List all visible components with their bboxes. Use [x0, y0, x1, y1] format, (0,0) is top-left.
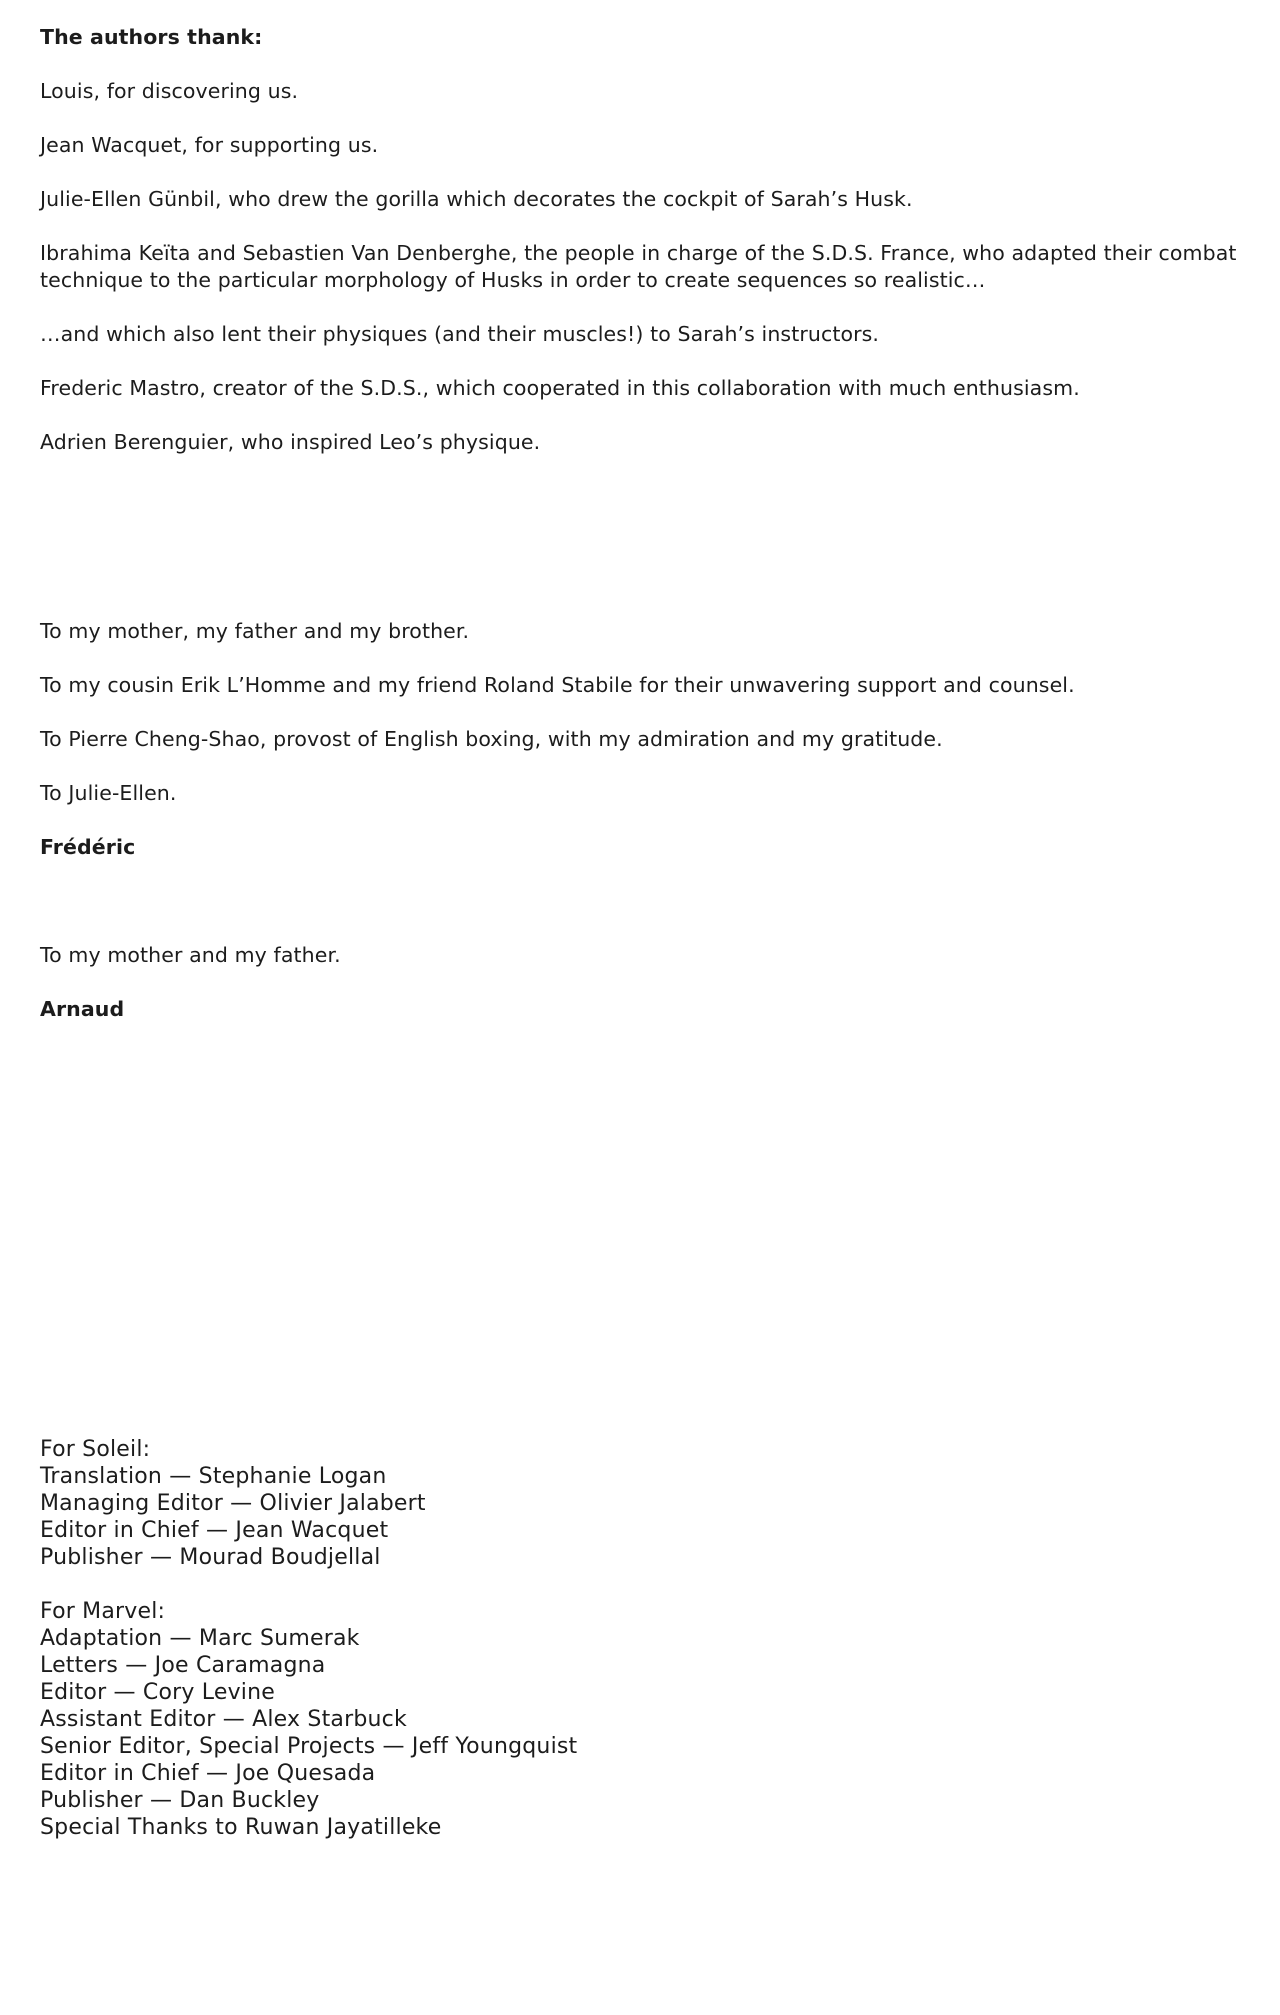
dedication-line: To my cousin Erik L’Homme and my friend Roland Stabile for their unwavering support and counsel.	[40, 673, 1075, 697]
thanks-heading: The authors thank:	[40, 25, 263, 49]
credit-line: Publisher — Dan Buckley	[40, 1788, 320, 1813]
credit-line: Publisher — Mourad Boudjellal	[40, 1545, 381, 1570]
credit-line: Editor in Chief — Jean Wacquet	[40, 1518, 389, 1543]
credit-line: Editor in Chief — Joe Quesada	[40, 1761, 376, 1786]
credits-marvel	[40, 1598, 577, 1841]
credits-page	[40, 0, 1260, 2015]
credits-soleil-heading: For Soleil:	[40, 1437, 151, 1462]
signature-arnaud: Arnaud	[40, 997, 125, 1021]
credit-line: Special Thanks to Ruwan Jayatilleke	[40, 1815, 442, 1840]
dedication-line: To Pierre Cheng-Shao, provost of English boxing, with my admiration and my gratitude.	[40, 727, 943, 751]
credit-line: Letters — Joe Caramagna	[40, 1653, 326, 1678]
credit-line: Assistant Editor — Alex Starbuck	[40, 1707, 407, 1732]
thanks-line: Jean Wacquet, for supporting us.	[40, 133, 379, 157]
thanks-line: technique to the particular morphology of Husks in order to create sequences so realistic…	[40, 268, 986, 292]
credits-soleil	[40, 1436, 426, 1571]
credit-line: Senior Editor, Special Projects — Jeff Youngquist	[40, 1734, 578, 1759]
thanks-line: Frederic Mastro, creator of the S.D.S., which cooperated in this collaboration with much enthusiasm.	[40, 376, 1080, 400]
credit-line: Adaptation — Marc Sumerak	[40, 1626, 360, 1651]
credit-line: Managing Editor — Olivier Jalabert	[40, 1491, 426, 1516]
thanks-line: Louis, for discovering us.	[40, 79, 299, 103]
thanks-line: Ibrahima Keïta and Sebastien Van Denberghe, the people in charge of the S.D.S. France, who adapted their combat	[40, 241, 1237, 265]
thanks-line: …and which also lent their physiques (and their muscles!) to Sarah’s instructors.	[40, 322, 880, 346]
credit-line: Editor — Cory Levine	[40, 1680, 275, 1705]
dedication-line: To Julie-Ellen.	[40, 781, 177, 805]
thanks-line: Julie-Ellen Günbil, who drew the gorilla which decorates the cockpit of Sarah’s Husk.	[40, 187, 913, 211]
signature-frederic: Frédéric	[40, 835, 136, 859]
dedication-line: To my mother, my father and my brother.	[40, 619, 470, 643]
credits-marvel-heading: For Marvel:	[40, 1599, 166, 1624]
credit-line: Translation — Stephanie Logan	[40, 1464, 387, 1489]
dedication-line: To my mother and my father.	[40, 943, 341, 967]
thanks-line: Adrien Berenguier, who inspired Leo’s physique.	[40, 430, 541, 454]
